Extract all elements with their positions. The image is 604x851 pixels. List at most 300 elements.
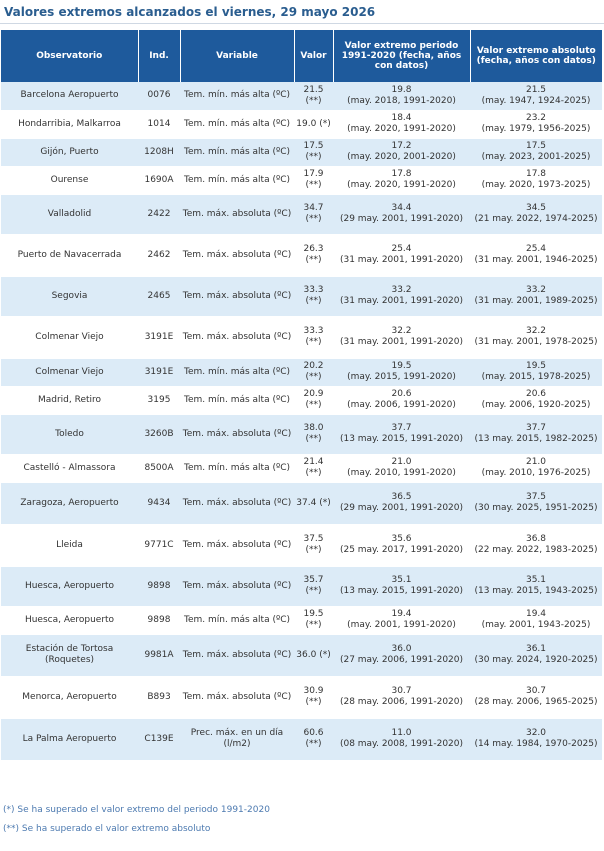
periodo-detail: (may. 2020, 2001-2020) bbox=[347, 152, 456, 162]
station-index: 2462 bbox=[147, 249, 171, 260]
cell-absoluto bbox=[470, 234, 602, 276]
observatorio-name: Estación de Tortosa (Roquetes) bbox=[25, 644, 114, 665]
absoluto-detail: (may. 2010, 1976-2025) bbox=[481, 468, 591, 478]
header-absoluto: Valor extremo absoluto (fecha, años con datos) bbox=[470, 30, 602, 82]
observatorio-name: Ourense bbox=[50, 174, 89, 185]
observatorio-name: Zaragoza, Aeropuerto bbox=[20, 497, 119, 508]
cell-valor bbox=[294, 316, 333, 358]
variable-name: Tem. máx. absoluta (ºC) bbox=[182, 497, 292, 508]
variable-name: Tem. mín. más alta (ºC) bbox=[184, 462, 290, 473]
periodo-detail: (29 may. 2001, 1991-2020) bbox=[339, 503, 464, 513]
table-row bbox=[1, 358, 602, 386]
cell-absoluto bbox=[470, 82, 602, 110]
table-row bbox=[1, 386, 602, 414]
value-mark: (**) bbox=[305, 372, 322, 382]
station-index: 9771C bbox=[144, 539, 174, 550]
value: 37.4 bbox=[296, 497, 317, 508]
value-mark: (**) bbox=[305, 152, 322, 162]
station-index: 1014 bbox=[147, 118, 171, 129]
value: 26.3 bbox=[303, 244, 324, 254]
absoluto-value: 34.5 bbox=[525, 203, 547, 213]
cell-valor bbox=[294, 414, 333, 454]
cell-absoluto bbox=[470, 718, 602, 760]
cell-periodo bbox=[333, 718, 470, 760]
value-mark: (**) bbox=[305, 337, 322, 347]
periodo-detail: (13 may. 2015, 1991-2020) bbox=[339, 434, 464, 444]
cell-absoluto bbox=[470, 566, 602, 606]
station-index: 9898 bbox=[147, 580, 171, 591]
cell-observatorio bbox=[1, 358, 138, 386]
periodo-value: 37.7 bbox=[391, 423, 412, 433]
cell-absoluto bbox=[470, 482, 602, 524]
cell-variable bbox=[180, 166, 294, 194]
cell-observatorio bbox=[1, 276, 138, 316]
value-mark: (**) bbox=[305, 296, 322, 306]
table-row bbox=[1, 414, 602, 454]
cell-variable bbox=[180, 276, 294, 316]
cell-absoluto bbox=[470, 606, 602, 634]
cell-variable bbox=[180, 566, 294, 606]
periodo-detail: (may. 2015, 1991-2020) bbox=[347, 372, 456, 382]
observatorio-name: Segovia bbox=[51, 290, 88, 301]
table-row bbox=[1, 110, 602, 138]
value: 17.5 bbox=[303, 141, 324, 151]
absoluto-detail: (31 may. 2001, 1989-2025) bbox=[474, 296, 598, 306]
variable-name: Prec. máx. en un día (l/m2) bbox=[190, 728, 284, 749]
table-row bbox=[1, 676, 602, 718]
cell-periodo bbox=[333, 454, 470, 482]
periodo-value: 19.5 bbox=[391, 361, 412, 371]
absoluto-detail: (30 may. 2025, 1951-2025) bbox=[474, 503, 598, 513]
periodo-detail: (may. 2001, 1991-2020) bbox=[347, 620, 456, 630]
cell-absoluto bbox=[470, 110, 602, 138]
absoluto-value: 37.7 bbox=[525, 423, 547, 433]
periodo-detail: (may. 2010, 1991-2020) bbox=[347, 468, 456, 478]
value: 38.0 bbox=[303, 423, 324, 433]
cell-variable bbox=[180, 358, 294, 386]
cell-periodo bbox=[333, 82, 470, 110]
value-mark: (*) bbox=[319, 497, 331, 508]
cell-ind bbox=[138, 634, 180, 676]
station-index: 3195 bbox=[147, 394, 171, 405]
periodo-value: 35.6 bbox=[391, 534, 412, 544]
observatorio-name: Madrid, Retiro bbox=[37, 394, 102, 405]
cell-variable bbox=[180, 82, 294, 110]
cell-periodo bbox=[333, 634, 470, 676]
cell-variable bbox=[180, 634, 294, 676]
cell-absoluto bbox=[470, 166, 602, 194]
periodo-value: 34.4 bbox=[391, 203, 412, 213]
variable-name: Tem. mín. más alta (ºC) bbox=[184, 90, 290, 101]
value-mark: (*) bbox=[319, 118, 331, 129]
periodo-value: 17.2 bbox=[391, 141, 412, 151]
periodo-value: 11.0 bbox=[391, 728, 412, 738]
cell-variable bbox=[180, 718, 294, 760]
periodo-value: 21.0 bbox=[391, 457, 412, 467]
cell-valor bbox=[294, 276, 333, 316]
table-row bbox=[1, 234, 602, 276]
absoluto-value: 30.7 bbox=[525, 686, 547, 696]
table-row bbox=[1, 316, 602, 358]
absoluto-value: 33.2 bbox=[525, 285, 547, 295]
observatorio-name: Toledo bbox=[55, 428, 84, 439]
cell-absoluto bbox=[470, 414, 602, 454]
cell-ind bbox=[138, 276, 180, 316]
cell-valor bbox=[294, 524, 333, 566]
variable-name: Tem. máx. absoluta (ºC) bbox=[182, 208, 292, 219]
cell-periodo bbox=[333, 606, 470, 634]
absoluto-value: 37.5 bbox=[525, 492, 547, 502]
cell-observatorio bbox=[1, 718, 138, 760]
station-index: 2465 bbox=[147, 290, 171, 301]
variable-name: Tem. mín. más alta (ºC) bbox=[184, 118, 290, 129]
absoluto-detail: (14 may. 1984, 1970-2025) bbox=[474, 739, 598, 749]
variable-name: Tem. máx. absoluta (ºC) bbox=[182, 428, 292, 439]
value: 36.0 bbox=[296, 649, 317, 660]
observatorio-name: Colmenar Viejo bbox=[35, 331, 104, 342]
cell-ind bbox=[138, 454, 180, 482]
station-index: 9434 bbox=[147, 497, 171, 508]
absoluto-value: 36.1 bbox=[525, 644, 547, 654]
cell-ind bbox=[138, 606, 180, 634]
cell-ind bbox=[138, 386, 180, 414]
value: 33.3 bbox=[303, 285, 324, 295]
periodo-detail: (28 may. 2006, 1991-2020) bbox=[339, 697, 464, 707]
station-index: 3191E bbox=[144, 366, 174, 377]
table-row bbox=[1, 138, 602, 166]
cell-valor bbox=[294, 482, 333, 524]
table-row bbox=[1, 276, 602, 316]
absoluto-value: 19.5 bbox=[525, 361, 547, 371]
absoluto-detail: (13 may. 2015, 1943-2025) bbox=[474, 586, 598, 596]
value-mark: (**) bbox=[305, 180, 322, 190]
cell-variable bbox=[180, 138, 294, 166]
absoluto-value: 23.2 bbox=[525, 113, 547, 123]
cell-periodo bbox=[333, 524, 470, 566]
periodo-detail: (25 may. 2017, 1991-2020) bbox=[339, 545, 464, 555]
cell-variable bbox=[180, 482, 294, 524]
absoluto-value: 36.8 bbox=[525, 534, 547, 544]
cell-absoluto bbox=[470, 676, 602, 718]
value: 21.5 bbox=[303, 84, 324, 95]
periodo-detail: (27 may. 2006, 1991-2020) bbox=[339, 655, 464, 665]
cell-observatorio bbox=[1, 414, 138, 454]
periodo-value: 19.8 bbox=[391, 84, 412, 95]
observatorio-name: Huesca, Aeropuerto bbox=[24, 614, 115, 625]
value: 21.4 bbox=[303, 457, 324, 467]
value-mark: (**) bbox=[305, 620, 322, 630]
variable-name: Tem. mín. más alta (ºC) bbox=[184, 614, 290, 625]
cell-periodo bbox=[333, 166, 470, 194]
cell-periodo bbox=[333, 276, 470, 316]
cell-observatorio bbox=[1, 166, 138, 194]
station-index: 3260B bbox=[144, 428, 174, 439]
footnotes bbox=[3, 805, 601, 843]
periodo-detail: (may. 2020, 1991-2020) bbox=[347, 180, 456, 190]
variable-name: Tem. máx. absoluta (ºC) bbox=[182, 249, 292, 260]
cell-valor bbox=[294, 634, 333, 676]
cell-periodo bbox=[333, 234, 470, 276]
absoluto-detail: (31 may. 2001, 1978-2025) bbox=[474, 337, 598, 347]
station-index: 3191E bbox=[144, 331, 174, 342]
cell-variable bbox=[180, 316, 294, 358]
periodo-detail: (31 may. 2001, 1991-2020) bbox=[339, 296, 464, 306]
value: 35.7 bbox=[303, 575, 324, 585]
observatorio-name: Colmenar Viejo bbox=[35, 366, 104, 377]
station-index: 9898 bbox=[147, 614, 171, 625]
absoluto-detail: (may. 2015, 1978-2025) bbox=[481, 372, 591, 382]
footnote-double: (**) Se ha superado el valor extremo absoluto bbox=[3, 824, 211, 834]
station-index: B893 bbox=[147, 691, 171, 702]
observatorio-name: Puerto de Navacerrada bbox=[17, 249, 122, 260]
cell-valor bbox=[294, 718, 333, 760]
cell-absoluto bbox=[470, 138, 602, 166]
cell-variable bbox=[180, 676, 294, 718]
value: 20.9 bbox=[303, 389, 324, 399]
cell-valor bbox=[294, 566, 333, 606]
value-mark: (**) bbox=[305, 95, 322, 106]
header-periodo: Valor extremo periodo 1991-2020 (fecha, años con datos) bbox=[333, 30, 470, 82]
cell-valor bbox=[294, 234, 333, 276]
value-mark: (**) bbox=[305, 214, 322, 224]
table-row bbox=[1, 606, 602, 634]
periodo-value: 36.0 bbox=[391, 644, 412, 654]
cell-valor bbox=[294, 606, 333, 634]
absoluto-detail: (28 may. 2006, 1965-2025) bbox=[474, 697, 598, 707]
cell-periodo bbox=[333, 358, 470, 386]
cell-ind bbox=[138, 110, 180, 138]
cell-absoluto bbox=[470, 524, 602, 566]
absoluto-value: 32.0 bbox=[525, 728, 547, 738]
observatorio-name: La Palma Aeropuerto bbox=[22, 733, 117, 744]
cell-periodo bbox=[333, 194, 470, 234]
absoluto-detail: (may. 1947, 1924-2025) bbox=[481, 95, 591, 106]
value-mark: (**) bbox=[305, 400, 322, 410]
cell-valor bbox=[294, 454, 333, 482]
absoluto-detail: (may. 2001, 1943-2025) bbox=[481, 620, 591, 630]
variable-name: Tem. mín. más alta (ºC) bbox=[184, 394, 290, 405]
value-mark: (**) bbox=[305, 545, 322, 555]
cell-variable bbox=[180, 524, 294, 566]
cell-valor bbox=[294, 138, 333, 166]
cell-periodo bbox=[333, 482, 470, 524]
cell-valor bbox=[294, 676, 333, 718]
cell-periodo bbox=[333, 386, 470, 414]
cell-periodo bbox=[333, 110, 470, 138]
cell-absoluto bbox=[470, 194, 602, 234]
table-header bbox=[1, 30, 602, 82]
observatorio-name: Valladolid bbox=[47, 208, 92, 219]
station-index: 8500A bbox=[144, 462, 174, 473]
cell-observatorio bbox=[1, 194, 138, 234]
observatorio-name: Castelló - Almassora bbox=[23, 462, 116, 473]
periodo-detail: (may. 2006, 1991-2020) bbox=[347, 400, 456, 410]
periodo-value: 19.4 bbox=[391, 609, 412, 619]
cell-absoluto bbox=[470, 386, 602, 414]
cell-variable bbox=[180, 386, 294, 414]
periodo-value: 20.6 bbox=[391, 389, 412, 399]
value: 33.3 bbox=[303, 326, 324, 336]
value-mark: (**) bbox=[305, 434, 322, 444]
periodo-detail: (31 may. 2001, 1991-2020) bbox=[339, 337, 464, 347]
cell-ind bbox=[138, 138, 180, 166]
cell-ind bbox=[138, 166, 180, 194]
periodo-detail: (29 may. 2001, 1991-2020) bbox=[339, 214, 464, 224]
page-title: Valores extremos alcanzados el viernes, 29 mayo 2026 bbox=[4, 5, 376, 19]
value-mark: (**) bbox=[305, 586, 322, 596]
station-index: 1208H bbox=[144, 146, 174, 157]
table-row bbox=[1, 634, 602, 676]
observatorio-name: Menorca, Aeropuerto bbox=[22, 691, 117, 702]
cell-absoluto bbox=[470, 634, 602, 676]
observatorio-name: Huesca, Aeropuerto bbox=[24, 580, 115, 591]
table-row bbox=[1, 194, 602, 234]
cell-periodo bbox=[333, 316, 470, 358]
periodo-value: 25.4 bbox=[391, 244, 412, 254]
observatorio-name: Hondarribia, Malkarroa bbox=[18, 118, 121, 129]
variable-name: Tem. máx. absoluta (ºC) bbox=[182, 580, 292, 591]
cell-observatorio bbox=[1, 138, 138, 166]
absoluto-detail: (21 may. 2022, 1974-2025) bbox=[474, 214, 598, 224]
cell-ind bbox=[138, 234, 180, 276]
cell-observatorio bbox=[1, 482, 138, 524]
variable-name: Tem. máx. absoluta (ºC) bbox=[182, 649, 292, 660]
footnote-single: (*) Se ha superado el valor extremo del periodo 1991-2020 bbox=[3, 805, 270, 815]
value-mark: (**) bbox=[305, 468, 322, 478]
cell-variable bbox=[180, 414, 294, 454]
cell-absoluto bbox=[470, 454, 602, 482]
value: 20.2 bbox=[303, 361, 324, 371]
cell-observatorio bbox=[1, 566, 138, 606]
value: 19.0 bbox=[296, 118, 317, 129]
periodo-value: 17.8 bbox=[391, 169, 412, 179]
value-mark: (*) bbox=[319, 649, 331, 660]
cell-valor bbox=[294, 194, 333, 234]
cell-variable bbox=[180, 454, 294, 482]
periodo-value: 36.5 bbox=[391, 492, 412, 502]
cell-ind bbox=[138, 524, 180, 566]
variable-name: Tem. máx. absoluta (ºC) bbox=[182, 539, 292, 550]
cell-observatorio bbox=[1, 110, 138, 138]
absoluto-detail: (may. 2023, 2001-2025) bbox=[481, 152, 591, 162]
header-observatorio: Observatorio bbox=[1, 30, 138, 82]
variable-name: Tem. máx. absoluta (ºC) bbox=[182, 331, 292, 342]
absoluto-value: 17.8 bbox=[525, 169, 547, 179]
variable-name: Tem. mín. más alta (ºC) bbox=[184, 174, 290, 185]
cell-ind bbox=[138, 718, 180, 760]
absoluto-detail: (may. 2006, 1920-2025) bbox=[481, 400, 591, 410]
absoluto-value: 35.1 bbox=[525, 575, 547, 585]
station-index: C139E bbox=[144, 733, 174, 744]
table-row bbox=[1, 82, 602, 110]
observatorio-name: Gijón, Puerto bbox=[40, 146, 99, 157]
cell-observatorio bbox=[1, 454, 138, 482]
observatorio-name: Barcelona Aeropuerto bbox=[20, 90, 119, 101]
periodo-detail: (may. 2020, 1991-2020) bbox=[347, 124, 456, 134]
absoluto-detail: (may. 2020, 1973-2025) bbox=[481, 180, 591, 190]
cell-observatorio bbox=[1, 82, 138, 110]
cell-valor bbox=[294, 358, 333, 386]
absoluto-value: 17.5 bbox=[525, 141, 547, 151]
periodo-value: 33.2 bbox=[391, 285, 412, 295]
cell-ind bbox=[138, 676, 180, 718]
periodo-detail: (13 may. 2015, 1991-2020) bbox=[339, 586, 464, 596]
cell-periodo bbox=[333, 138, 470, 166]
cell-periodo bbox=[333, 414, 470, 454]
header-variable: Variable bbox=[180, 30, 294, 82]
cell-absoluto bbox=[470, 358, 602, 386]
value: 60.6 bbox=[303, 728, 324, 738]
cell-observatorio bbox=[1, 316, 138, 358]
cell-ind bbox=[138, 82, 180, 110]
cell-variable bbox=[180, 194, 294, 234]
value-mark: (**) bbox=[305, 697, 322, 707]
cell-absoluto bbox=[470, 276, 602, 316]
cell-valor bbox=[294, 82, 333, 110]
cell-absoluto bbox=[470, 316, 602, 358]
absoluto-value: 25.4 bbox=[525, 244, 547, 254]
cell-observatorio bbox=[1, 634, 138, 676]
periodo-detail: (08 may. 2008, 1991-2020) bbox=[339, 739, 464, 749]
absoluto-detail: (13 may. 2015, 1982-2025) bbox=[474, 434, 598, 444]
cell-observatorio bbox=[1, 676, 138, 718]
observatorio-name: Lleida bbox=[56, 539, 83, 550]
absoluto-value: 20.6 bbox=[525, 389, 547, 399]
periodo-value: 30.7 bbox=[391, 686, 412, 696]
value: 19.5 bbox=[303, 609, 324, 619]
absoluto-detail: (31 may. 2001, 1946-2025) bbox=[474, 255, 598, 265]
value: 37.5 bbox=[303, 534, 324, 544]
cell-observatorio bbox=[1, 234, 138, 276]
cell-valor bbox=[294, 166, 333, 194]
variable-name: Tem. máx. absoluta (ºC) bbox=[182, 691, 292, 702]
table-row bbox=[1, 482, 602, 524]
table-row bbox=[1, 454, 602, 482]
periodo-value: 32.2 bbox=[391, 326, 412, 336]
variable-name: Tem. mín. más alta (ºC) bbox=[184, 146, 290, 157]
value-mark: (**) bbox=[305, 255, 322, 265]
cell-ind bbox=[138, 358, 180, 386]
cell-ind bbox=[138, 316, 180, 358]
station-index: 9981A bbox=[144, 649, 174, 660]
station-index: 2422 bbox=[147, 208, 171, 219]
cell-periodo bbox=[333, 676, 470, 718]
absoluto-value: 21.5 bbox=[525, 84, 547, 95]
cell-observatorio bbox=[1, 524, 138, 566]
station-index: 1690A bbox=[144, 174, 174, 185]
cell-ind bbox=[138, 414, 180, 454]
periodo-value: 18.4 bbox=[391, 113, 412, 123]
table-body bbox=[1, 82, 602, 760]
variable-name: Tem. máx. absoluta (ºC) bbox=[182, 290, 292, 301]
value-mark: (**) bbox=[305, 739, 322, 749]
cell-observatorio bbox=[1, 386, 138, 414]
cell-ind bbox=[138, 566, 180, 606]
cell-ind bbox=[138, 482, 180, 524]
absoluto-detail: (22 may. 2022, 1983-2025) bbox=[474, 545, 598, 555]
value: 30.9 bbox=[303, 686, 324, 696]
variable-name: Tem. mín. más alta (ºC) bbox=[184, 366, 290, 377]
cell-variable bbox=[180, 110, 294, 138]
cell-variable bbox=[180, 606, 294, 634]
cell-variable bbox=[180, 234, 294, 276]
cell-ind bbox=[138, 194, 180, 234]
periodo-detail: (31 may. 2001, 1991-2020) bbox=[339, 255, 464, 265]
absoluto-value: 32.2 bbox=[525, 326, 547, 336]
table-row bbox=[1, 566, 602, 606]
value: 17.9 bbox=[303, 169, 324, 179]
cell-valor bbox=[294, 110, 333, 138]
